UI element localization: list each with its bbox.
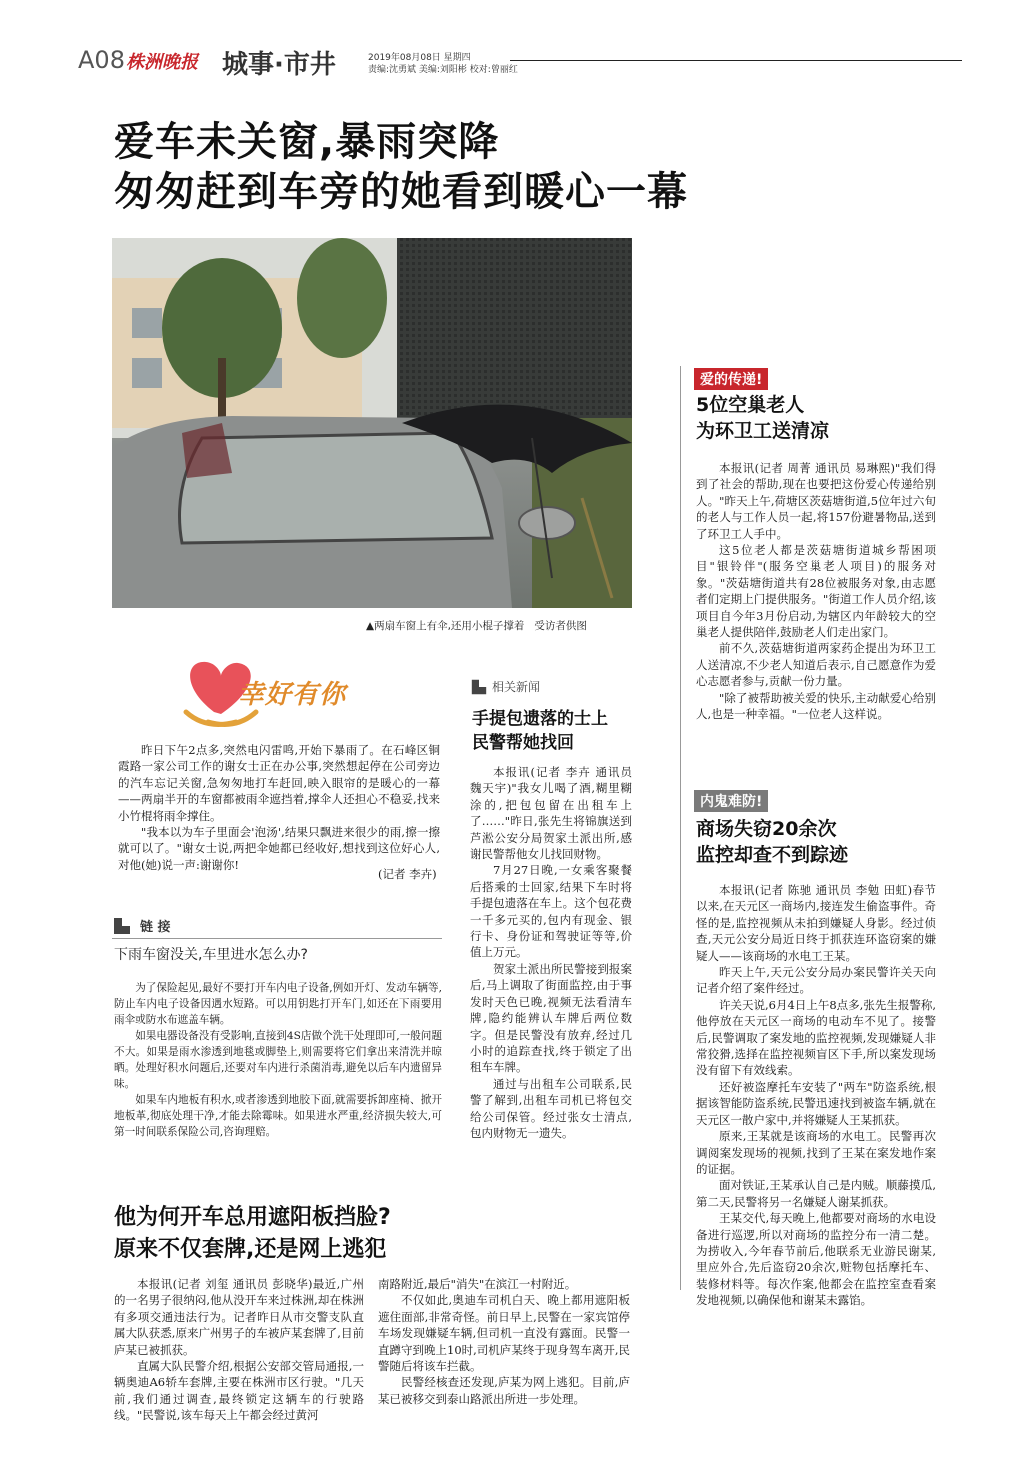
link-box-paragraph: 为了保险起见,最好不要打开车内电子设备,例如开灯、发动车辆等,防止车内电子设备因遇水短路。可以用钥匙打开车门,如还在下雨要用雨伞或防水布遮盖车辆。	[114, 982, 442, 1026]
related-news-paragraph: 7月27日晚,一女乘客聚餐后搭乘的士回家,结果下车时将手提包遗落在车上。这个包花费一千多元买的,包内有现金、银行卡、身份证和驾驶证等等,价值上万元。	[470, 863, 632, 960]
main-headline-line-1: 爱车未关窗,暴雨突降	[114, 119, 500, 165]
main-story-paragraph: "我本以为车子里面会'泡汤',结果只飘进来很少的雨,擦一擦就可以了。"谢女士说,两把伞她都已经收好,想找到这位好心人,对他(她)说一声:谢谢你!	[118, 825, 440, 872]
right-story-2-body	[696, 882, 936, 1309]
link-box-body	[114, 980, 442, 1140]
right-story-1-headline-2: 为环卫工送清凉	[696, 420, 830, 442]
bottom-story-paragraph: 南路附近,最后"消失"在滨江一村附近。	[378, 1277, 577, 1291]
bottom-story-paragraph: 民警经核查还发现,庐某为网上逃犯。目前,庐某已被移交到泰山路派出所进一步处理。	[378, 1375, 630, 1406]
right-story-2-tag: 内鬼难防!	[694, 790, 768, 812]
link-box-label-wrap	[112, 916, 442, 938]
main-photo	[112, 238, 632, 608]
bottom-story-paragraph: 本报讯(记者 刘玺 通讯员 彭晓华)最近,广州的一名男子很纳闷,他从没开车来过株洲,却在株洲有多项交通违法行为。记者昨日从市交警支队直属大队获悉,原来广州男子的车被庐某套牌了,目前庐某已被抓获。	[114, 1277, 364, 1357]
right-story-2-paragraph: 本报讯(记者 陈驰 通讯员 李勉 田虹)春节以来,在天元区一商场内,接连发生偷盗事件。奇怪的是,监控视频从未拍到嫌疑人身影。经过侦查,天元公安分局近日终于抓获连环盗窃案的嫌疑人——该商场的水电工王某。	[696, 883, 936, 963]
page-number: A08	[78, 46, 125, 74]
right-story-2-paragraph: 昨天上午,天元公安分局办案民警许关天向记者介绍了案件经过。	[696, 965, 936, 996]
bottom-story-paragraph: 直属大队民警介绍,根据公安部交管局通报,一辆奥迪A6轿车套牌,主要在株洲市区行驶。"几天前,我们通过调查,最终锁定这辆车的行驶路线。"民警说,该车每天上午都会经过黄河	[114, 1359, 364, 1423]
right-story-2-headline-1: 商场失窃20余次	[696, 818, 837, 840]
bottom-headline-1: 他为何开车总用遮阳板挡脸?	[114, 1205, 391, 1230]
related-news-headline-1: 手提包遗落的士上	[472, 709, 608, 729]
right-column-divider	[680, 366, 681, 1290]
paper-logo: 株洲晚报	[126, 52, 198, 73]
link-box-paragraph: 如果车内地板有积水,或者渗透到地胶下面,就需要拆卸座椅、掀开地板革,彻底处理干净,才能去除霉味。如果进水严重,经济损失较大,可第一时间联系保险公司,咨询理赔。	[114, 1094, 442, 1138]
bottom-story-paragraph: 不仅如此,奥迪车司机白天、晚上都用遮阳板遮住面部,非常奇怪。前日早上,民警在一家宾馆停车场发现嫌疑车辆,但司机一直没有露面。民警一直蹲守到晚上10时,司机庐某终于现身驾车离开,民警随后将该车拦截。	[378, 1293, 630, 1374]
right-story-1-paragraph: 前不久,茨菇塘街道两家药企提出为环卫工人送清凉,不少老人知道后表示,自己愿意作为爱心志愿者参与,贡献一份力量。	[696, 641, 936, 689]
related-news-paragraph: 本报讯(记者 李卉 通讯员 魏天宇)"我女儿喝了酒,糊里糊涂的,把包包留在出租车上了……"昨日,张先生将锦旗送到芦淞公安分局贺家土派出所,感谢民警帮他女儿找回财物。	[470, 765, 632, 862]
masthead-rule	[510, 60, 962, 61]
related-news-body	[470, 764, 632, 1141]
section-title: 城事·市井	[222, 50, 336, 80]
car-umbrella-illustration	[112, 238, 632, 608]
main-headline-line-2: 匆匆赶到车旁的她看到暖心一幕	[114, 169, 688, 215]
bottom-story-col-2	[378, 1276, 630, 1407]
link-box-title: 下雨车窗没关,车里进水怎么办?	[114, 947, 308, 963]
date-line: 2019年08月08日 星期四	[368, 53, 471, 63]
bottom-story-col-1	[114, 1276, 364, 1424]
right-story-1-headline-1: 5位空巢老人	[696, 394, 805, 416]
link-box-paragraph: 如果电器设备没有受影响,直接到4S店做个洗干处理即可,一般问题不大。如果是雨水渗透到地毯或脚垫上,则需要将它们拿出来清洗并晾晒。处理好积水问题后,还要对车内进行杀菌消毒,避免以后车内遗留异味。	[114, 1030, 442, 1090]
right-story-2-paragraph: 许关天说,6月4日上午8点多,张先生报警称,他停放在天元区一商场的电动车不见了。接警后,民警调取了案发地的监控视频,发现嫌疑人非常狡猾,选择在监控视频盲区下手,所以案发现场没有留下有效线索。	[696, 997, 936, 1078]
related-news-paragraph: 通过与出租车公司联系,民警了解到,出租车司机已将包交给公司保管。经过张女士清点,包内财物无一遗失。	[470, 1076, 632, 1140]
arrow-marker-icon	[470, 678, 488, 696]
main-story-body	[118, 742, 440, 873]
link-box-rule	[112, 938, 442, 939]
photo-caption: ▲两扇车窗上有伞,还用小棍子撑着 受访者供图	[366, 620, 587, 632]
right-story-2-headline-2: 监控却查不到踪迹	[696, 844, 849, 866]
main-story-byline: (记者 李卉)	[378, 867, 437, 881]
right-story-1-paragraph: 本报讯(记者 周菁 通讯员 易琳熙)"我们得到了社会的帮助,现在也要把这份爱心传递给别人。"昨天上午,荷塘区茨菇塘街道,5位年过六旬的老人与工作人员一起,将157份避暑物品,送到了环卫工人手中。	[696, 461, 936, 541]
related-news-label-wrap	[470, 678, 650, 700]
related-news-paragraph: 贺家土派出所民警接到报案后,马上调取了街面监控,由于事发时天色已晚,视频无法看清车牌,隐约能辨认车牌后两位数字。但是民警没有放弃,经过几小时的追踪查找,终于锁定了出租车车牌。	[470, 961, 632, 1075]
masthead	[0, 40, 1031, 80]
link-box-label: 链 接	[140, 920, 171, 935]
right-story-2-tag-wrap	[694, 790, 768, 812]
right-story-2-paragraph: 原来,王某就是该商场的水电工。民警再次调阅案发现场的视频,找到了王某在案发地作案的证据。	[696, 1129, 936, 1176]
related-news-label: 相关新闻	[492, 680, 541, 694]
arrow-marker-icon	[112, 916, 132, 936]
brand-logo-text: 幸好有你	[238, 680, 347, 710]
bottom-headline-2: 原来不仅套牌,还是网上逃犯	[114, 1237, 387, 1262]
right-story-1-tag-wrap	[694, 368, 768, 390]
right-story-1-body	[696, 460, 936, 723]
right-story-1-paragraph: 这5位老人都是茨菇塘街道城乡帮困项目"银铃伴"(服务空巢老人项目)的服务对象。"茨菇塘街道共有28位被服务对象,由志愿者们定期上门提供服务。"街道工作人员介绍,该项目自今年3月份启动,为辖区内年龄较大的空巢老人提供陪伴,鼓励老人们走出家门。	[696, 543, 936, 640]
right-story-1-tag: 爱的传递!	[694, 368, 768, 390]
editors-line: 责编:沈勇斌 美编:刘阳彬 校对:曾丽红	[368, 65, 518, 75]
right-story-2-paragraph: 还好被盗摩托车安装了"两车"防盗系统,根据该智能防盗系统,民警迅速找到被盗车辆,就在天元区一散户家中,并将嫌疑人王某抓获。	[696, 1079, 936, 1127]
related-news-headline-2: 民警帮她找回	[472, 733, 574, 753]
right-story-2-paragraph: 王某交代,每天晚上,他都要对商场的水电设备进行巡逻,所以对商场的监控分布一清二楚。为捞收入,今年春节前后,他联系无业游民谢某,里应外合,先后盗窃20余次,赃物包括摩托车、装修材料等。每次作案,他都会在监控室查看案发地视频,以确保他和谢某未露馅。	[696, 1211, 936, 1308]
main-story-paragraph: 昨日下午2点多,突然电闪雷鸣,开始下暴雨了。在石峰区铜霞路一家公司工作的谢女士正在办公事,突然想起停在公司旁边的汽车忘记关窗,急匆匆地打车赶回,映入眼帘的是暖心的一幕——两扇半开的车窗都被雨伞遮挡着,撑伞人还担心不稳妥,找来小竹棍将雨伞撑住。	[118, 743, 440, 823]
right-story-2-paragraph: 面对铁证,王某承认自己是内贼。顺藤摸瓜,第二天,民警将另一名嫌疑人谢某抓获。	[696, 1178, 936, 1209]
right-story-1-paragraph: "除了被帮助被关爱的快乐,主动献爱心给别人,也是一种幸福。"一位老人这样说。	[696, 690, 936, 722]
brand-logo	[176, 652, 386, 732]
